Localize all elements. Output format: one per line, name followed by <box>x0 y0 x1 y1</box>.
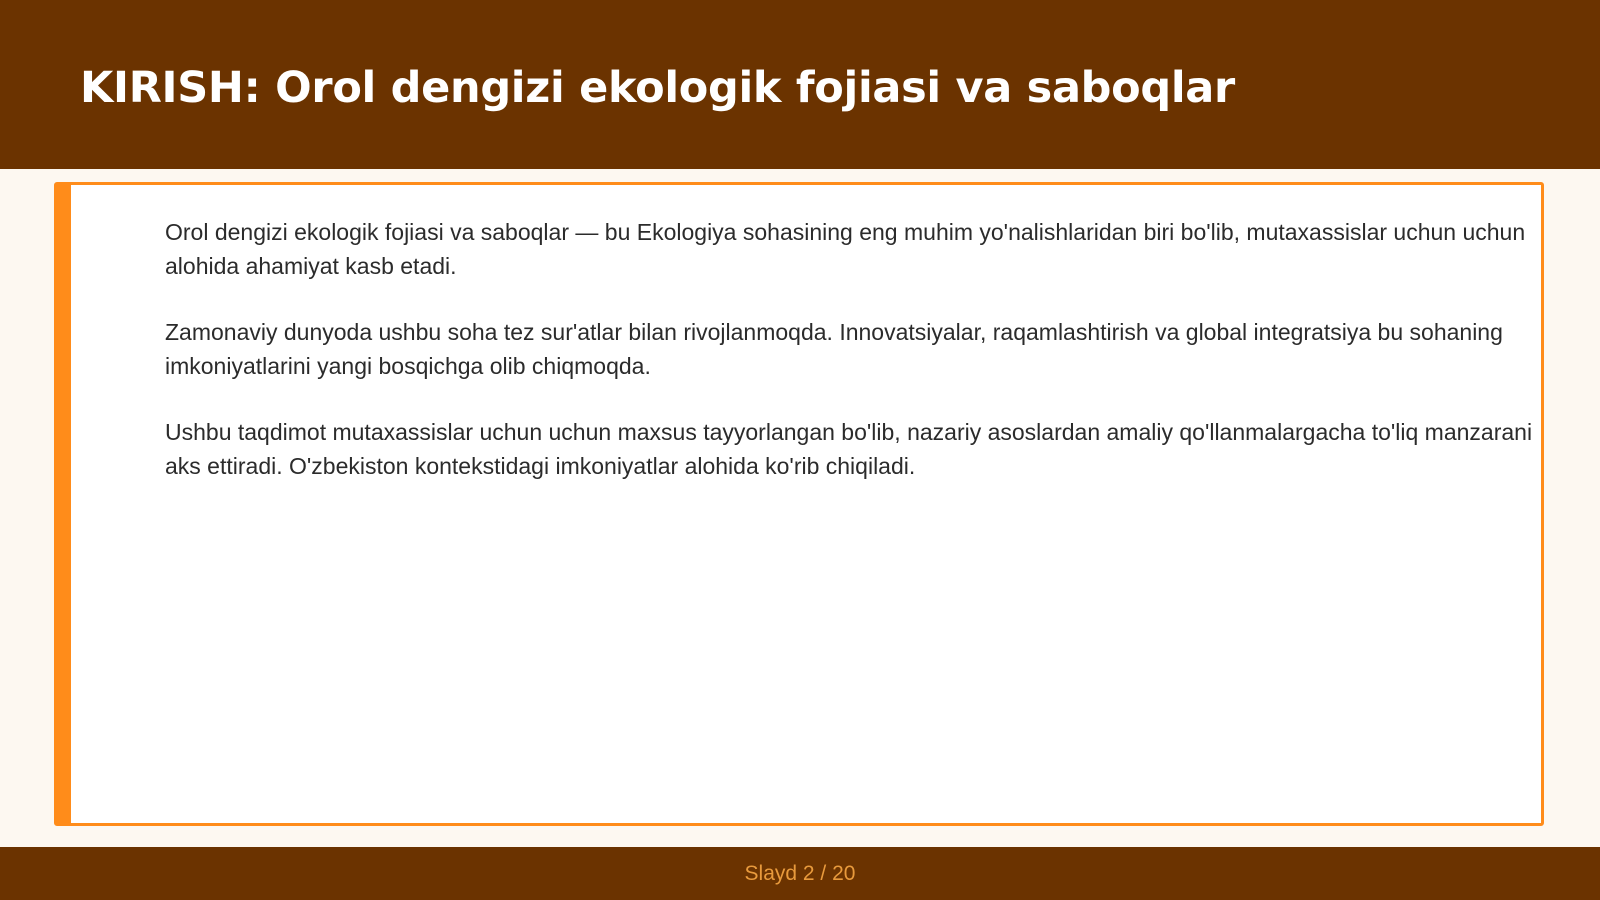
slide-footer <box>0 847 1600 900</box>
content-card <box>54 182 1544 826</box>
paragraph-3: Ushbu taqdimot mutaxassislar uchun uchun maxsus tayyorlangan bo'lib, nazariy asoslardan amaliy qo'llanmalargacha to'liq manzarani aks ettiradi. O'zbekiston kontekstidagi imkoniyatlar alohida ko'rib chiqiladi. <box>165 419 1533 479</box>
paragraph-2: Zamonaviy dunyoda ushbu soha tez sur'atlar bilan rivojlanmoqda. Innovatsiyalar, raqamlashtirish va global integratsiya bu sohaning imkoniyatlarini yangi bosqichga olib chiqmoqda. <box>165 319 1503 379</box>
slide-title: KIRISH: Orol dengizi ekologik fojiasi va saboqlar <box>80 63 1235 113</box>
slide-counter: Slayd 2 / 20 <box>744 862 856 885</box>
content-body <box>165 215 1535 515</box>
paragraph-1: Orol dengizi ekologik fojiasi va saboqlar — bu Ekologiya sohasining eng muhim yo'nalishlaridan biri bo'lib, mutaxassislar uchun uchun alohida ahamiyat kasb etadi. <box>165 219 1526 279</box>
slide-header <box>0 0 1600 169</box>
